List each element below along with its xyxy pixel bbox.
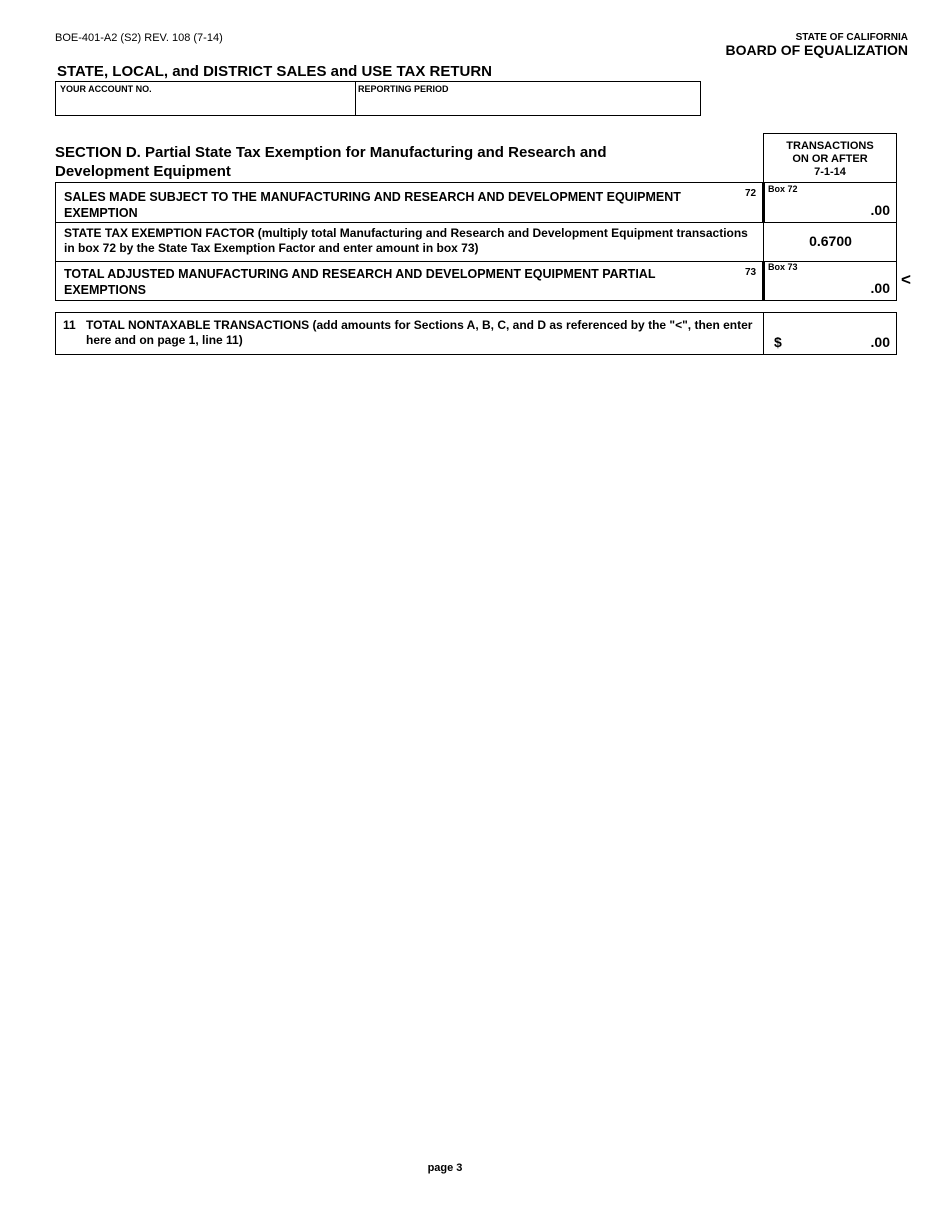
row-label: SALES MADE SUBJECT TO THE MANUFACTURING AND RESEARCH AND DEVELOPMENT EQUIPMENT EXEMPTION <box>64 190 681 220</box>
table-row <box>56 183 896 223</box>
row-label: TOTAL ADJUSTED MANUFACTURING AND RESEARCH AND DEVELOPMENT EQUIPMENT PARTIAL EXEMPTIONS <box>64 267 656 297</box>
account-label: YOUR ACCOUNT NO. <box>60 84 152 94</box>
line-number: 73 <box>745 267 757 278</box>
table-row <box>56 261 896 300</box>
box-72-value: .00 <box>870 202 890 218</box>
row-label: STATE TAX EXEMPTION FACTOR (multiply total Manufacturing and Research and Development Equipment transactions in box 72 by the State Tax Exemption Factor and enter amount in box 73) <box>64 226 748 255</box>
reference-marker: < <box>901 270 911 289</box>
line-11-value: .00 <box>870 334 890 350</box>
box-72-field[interactable] <box>765 183 896 222</box>
page-number: page 3 <box>427 1162 463 1174</box>
form-id: BOE-401-A2 (S2) REV. 108 (7-14) <box>55 32 223 44</box>
box-73-field[interactable] <box>765 261 896 300</box>
box-label: Box 73 <box>768 262 798 272</box>
line-number: 72 <box>745 188 757 199</box>
divider <box>763 222 764 261</box>
account-number-input[interactable] <box>60 96 354 116</box>
section-d-table <box>55 182 897 301</box>
state-label: STATE OF CALIFORNIA <box>795 32 908 43</box>
line-11-box <box>55 312 897 355</box>
column-header-line: TRANSACTIONS <box>786 140 874 152</box>
reporting-period-input[interactable] <box>360 96 694 116</box>
box-73-value: .00 <box>870 280 890 296</box>
column-header-line: ON OR AFTER <box>792 153 868 165</box>
form-title: STATE, LOCAL, and DISTRICT SALES and USE TAX RETURN <box>57 63 493 80</box>
box-label: Box 72 <box>768 184 798 194</box>
section-d-title: SECTION D. Partial State Tax Exemption for Manufacturing and Research and Development Equipment <box>55 144 607 180</box>
column-header <box>763 133 897 183</box>
divider <box>355 82 356 115</box>
exemption-factor-value: 0.6700 <box>809 233 852 249</box>
period-label: REPORTING PERIOD <box>358 84 449 94</box>
line-11-label: TOTAL NONTAXABLE TRANSACTIONS (add amounts for Sections A, B, C, and D as referenced by the "<", then enter here and on page 1, line 11) <box>86 318 753 347</box>
account-box <box>55 81 701 116</box>
currency-symbol: $ <box>774 334 782 350</box>
agency-label: BOARD OF EQUALIZATION <box>725 42 908 58</box>
line-number: 11 <box>63 318 76 332</box>
table-row <box>56 222 896 262</box>
line-11-field[interactable] <box>764 313 896 354</box>
column-header-line: 7-1-14 <box>814 166 846 178</box>
